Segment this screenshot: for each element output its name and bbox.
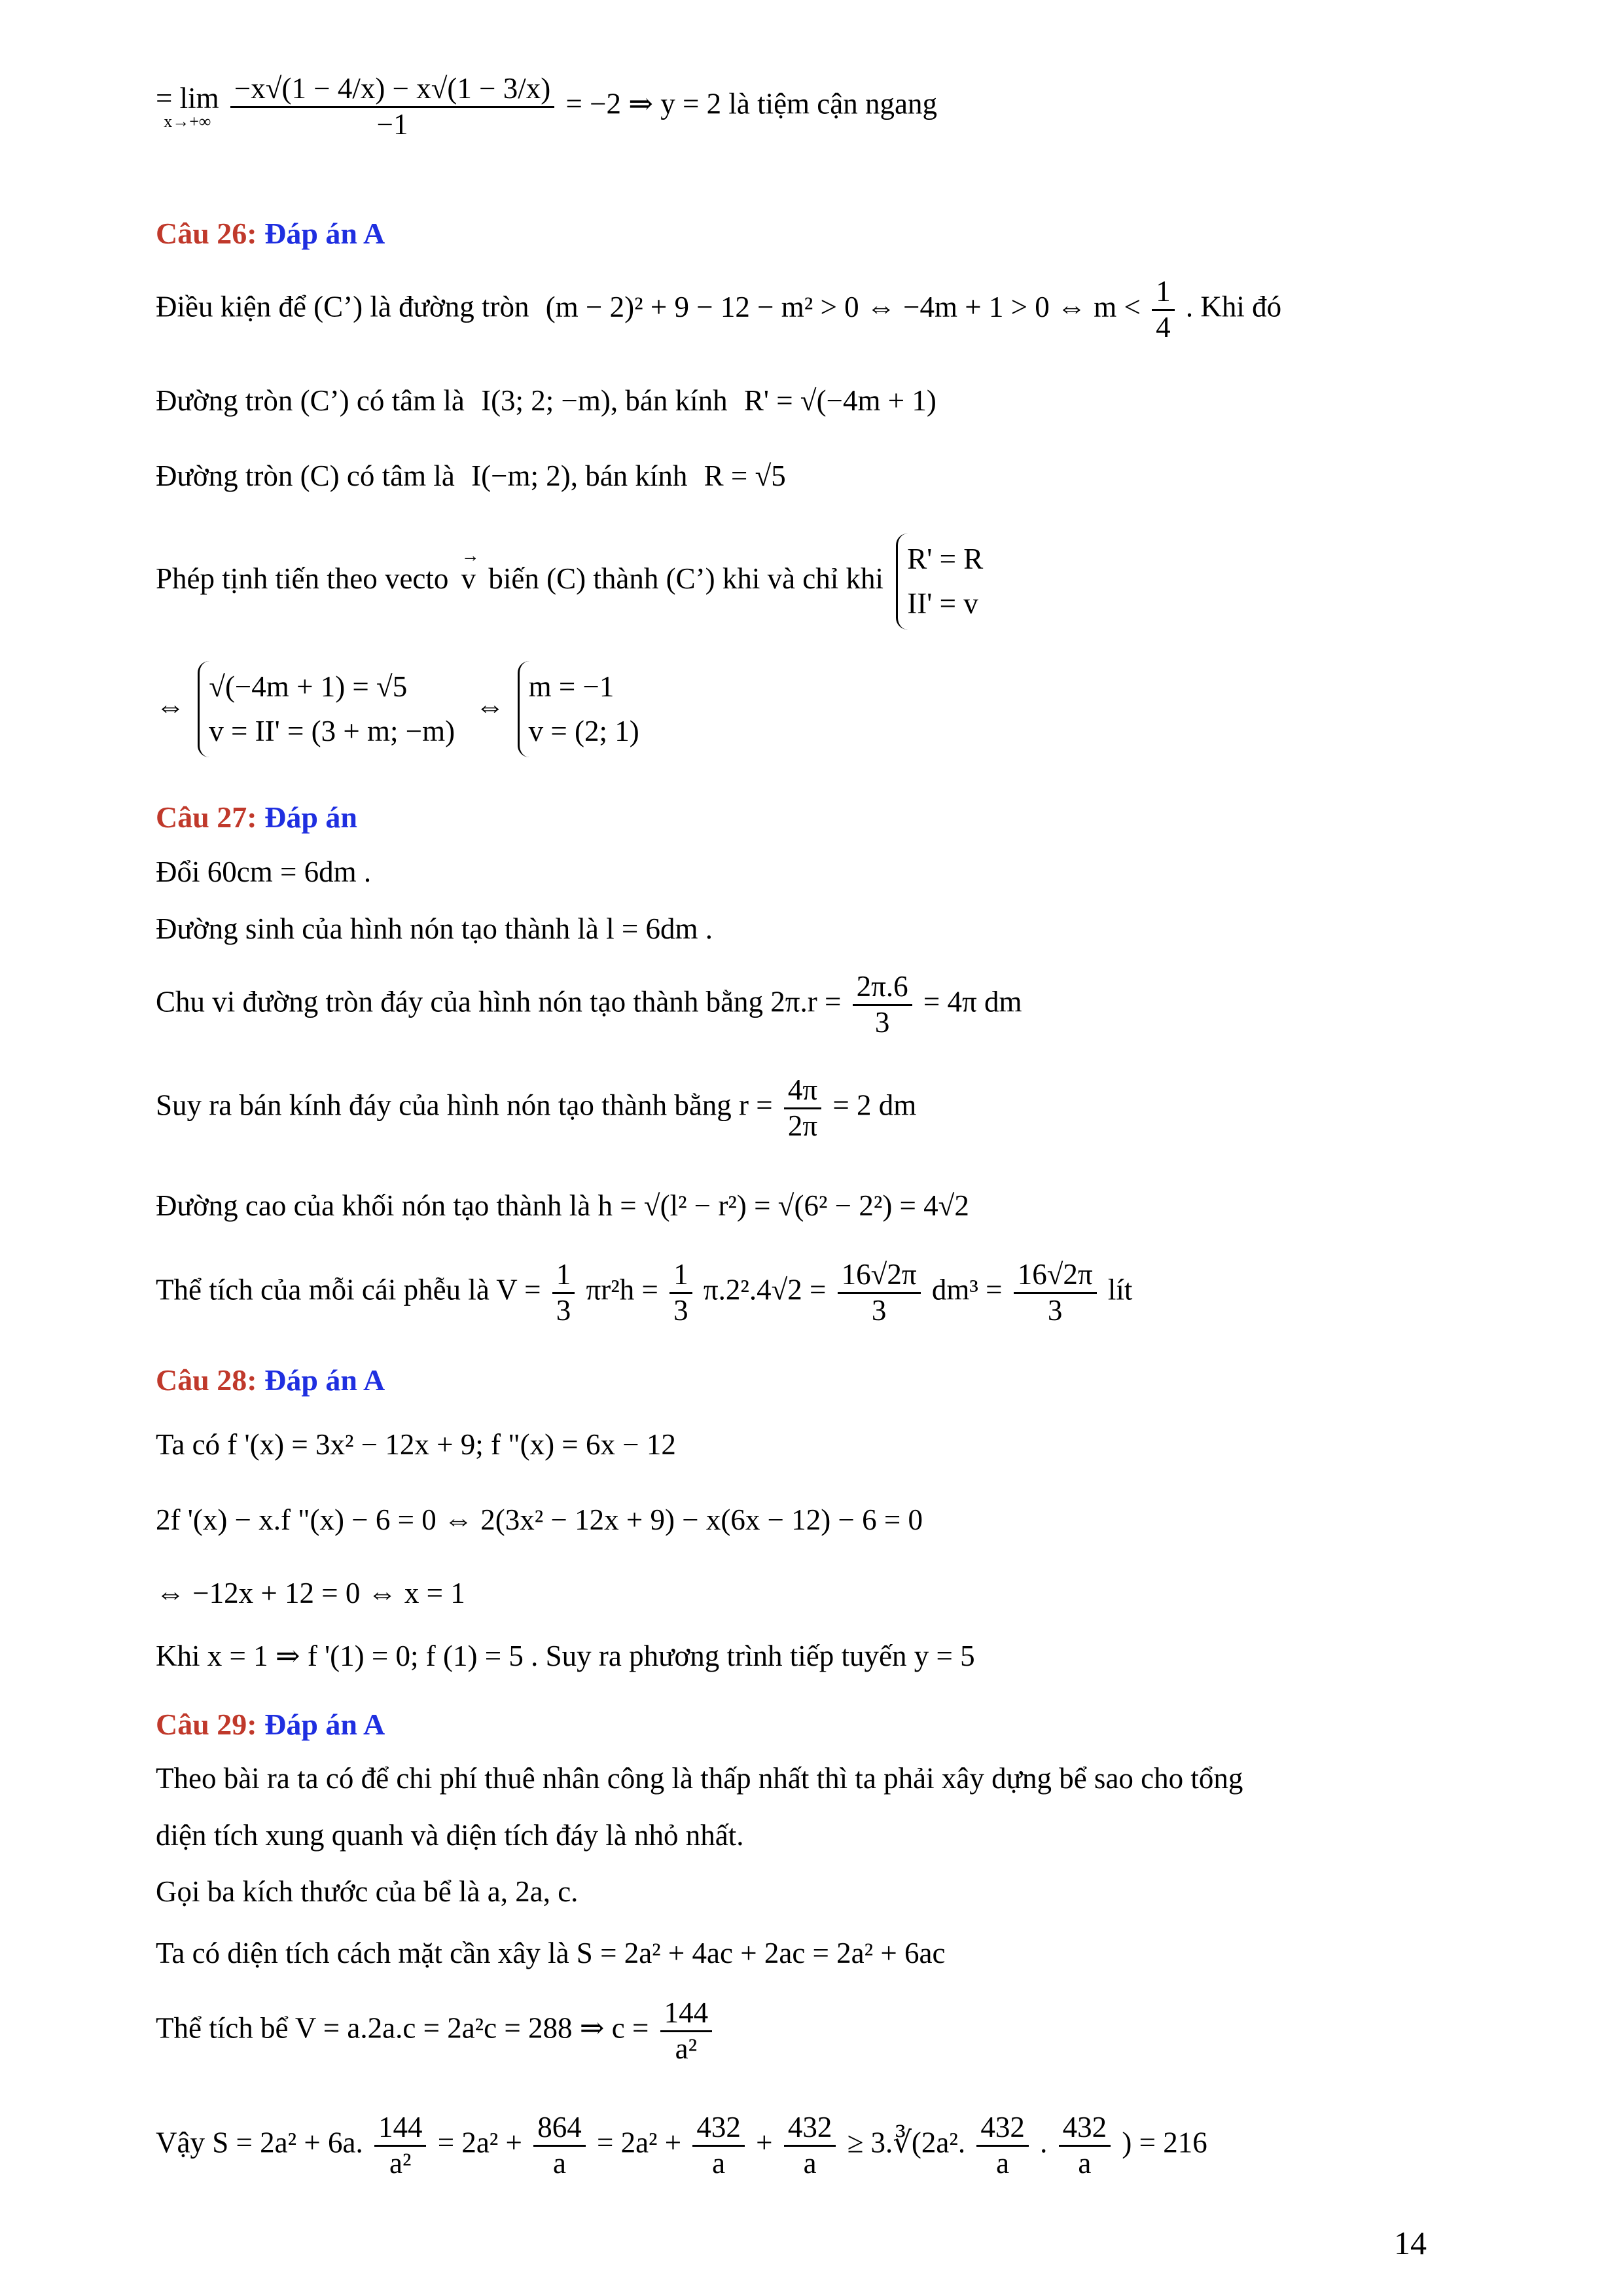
q29-l6-m4: ≥ 3.∛(2a².	[847, 2126, 966, 2159]
q27-l4-tail: = 2 dm	[832, 1088, 917, 1122]
limit-operator	[156, 81, 219, 131]
q27-number: Câu 27:	[156, 800, 257, 834]
q29-l6-frac-1	[374, 2111, 427, 2181]
frac-bottom: a	[996, 2146, 1010, 2179]
q27-l3-text: Chu vi đường tròn đáy của hình nón tạo thành bằng 2π.r =	[156, 985, 842, 1018]
q26-l3-center: I(−m; 2)	[471, 459, 571, 492]
q27-l6-frac-2	[669, 1258, 692, 1328]
q26-answer: Đáp án A	[264, 217, 385, 250]
q27-l6-frac-3	[838, 1258, 921, 1328]
frac-top: 432	[1059, 2111, 1111, 2147]
q29-l5-fraction	[660, 1996, 713, 2066]
q26-l1-text: Điều kiện để (C’) là đường tròn	[156, 290, 529, 323]
frac-top: 4π	[784, 1073, 821, 1109]
q26-l3-mid: , bán kính	[570, 459, 688, 492]
q26-l4-text-a: Phép tịnh tiến theo vecto	[156, 562, 449, 595]
q29-line-3: Gọi ba kích thước của bể là a, 2a, c.	[156, 1875, 579, 1908]
q29-line-4: Ta có diện tích cách mặt cần xây là S = 2a² + 4ac + 2ac = 2a² + 6ac	[156, 1937, 946, 1969]
limit-result: = −2 ⇒ y = 2 là tiệm cận ngang	[565, 87, 937, 120]
q27-line-1: Đổi 60cm = 6dm .	[156, 855, 372, 888]
q29-l6-frac-3	[692, 2111, 745, 2181]
q28-line-1: Ta có f '(x) = 3x² − 12x + 9; f "(x) = 6x − 12	[156, 1428, 676, 1461]
q26-line-3	[156, 461, 786, 491]
q26-l1-math: (m − 2)² + 9 − 12 − m² > 0 ⇔ −4m + 1 > 0 ⇔ m <	[545, 290, 1141, 323]
q29-line-1: Theo bài ra ta có để chi phí thuê nhân công là thấp nhất thì ta phải xây dựng bể sao cho tổng	[156, 1762, 1243, 1795]
frac-top: 2π.6	[853, 970, 912, 1006]
q26-l5-sysA-row-1: √(−4m + 1) = √5	[209, 670, 408, 703]
q27-l3-fraction	[853, 970, 912, 1040]
frac-top: 144	[660, 1996, 713, 2032]
q29-l5-text: Thể tích bể V = a.2a.c = 2a²c = 288 ⇒ c =	[156, 2011, 649, 2045]
frac-top: 16√2π	[1014, 1258, 1097, 1294]
frac-bottom: 3	[874, 1005, 890, 1039]
q29-number: Câu 29:	[156, 1708, 257, 1741]
q27-line-2: Đường sinh của hình nón tạo thành là l = 6dm .	[156, 912, 713, 945]
q26-line-1	[156, 275, 1281, 345]
frac-top: 432	[784, 2111, 836, 2147]
q26-l2-mid: , bán kính	[610, 384, 728, 417]
q27-l6-frac-4	[1014, 1258, 1097, 1328]
q29-l6-m5: .	[1040, 2126, 1048, 2159]
q26-l1-fraction	[1152, 275, 1175, 345]
q29-l6-m2: = 2a² +	[596, 2126, 682, 2159]
q26-l3-radius: R = √5	[704, 459, 786, 492]
q26-number: Câu 26:	[156, 217, 257, 250]
q27-l3-tail: = 4π dm	[923, 985, 1022, 1018]
q26-l5-sysB-row-2: v = (2; 1)	[528, 714, 639, 747]
q26-l4-vector-v: → v	[461, 564, 476, 594]
q27-heading	[156, 800, 357, 834]
q29-l6-m1: = 2a² +	[437, 2126, 522, 2159]
q28-line-3: ⇔ −12x + 12 = 0 ⇔ x = 1	[156, 1577, 465, 1609]
q26-l5-equiv-2: ⇔	[475, 689, 505, 723]
frac-bottom: a	[552, 2146, 566, 2179]
q26-line-4	[156, 533, 983, 630]
frac-bottom: a	[1078, 2146, 1092, 2179]
limit-fraction	[230, 72, 554, 142]
q28-line-4: Khi x = 1 ⇒ f '(1) = 0; f (1) = 5 . Suy ra phương trình tiếp tuyến y = 5	[156, 1640, 975, 1672]
q29-heading	[156, 1707, 385, 1742]
frac-top: 1	[1152, 275, 1175, 311]
frac-bottom: a	[803, 2146, 817, 2179]
q27-l6-text: Thể tích của mỗi cái phễu là V =	[156, 1273, 541, 1306]
q29-l6-frac-2	[533, 2111, 586, 2181]
q26-l4-system	[896, 533, 983, 630]
frac-top: 432	[976, 2111, 1029, 2147]
q29-l6-tail: ) = 216	[1122, 2126, 1207, 2159]
q28-heading	[156, 1363, 385, 1397]
frac-top: 1	[552, 1258, 575, 1294]
lim-prefix: = lim	[156, 81, 219, 115]
q26-l5-equiv: ⇔	[156, 689, 185, 723]
limit-numerator: −x√(1 − 4/x) − x√(1 − 3/x)	[230, 72, 554, 108]
q28-answer: Đáp án A	[264, 1363, 385, 1397]
frac-bottom: 3	[673, 1293, 688, 1327]
q26-l5-system-b	[518, 661, 639, 757]
q29-line-2: diện tích xung quanh và diện tích đáy là nhỏ nhất.	[156, 1819, 744, 1852]
q29-l6-frac-6	[1059, 2111, 1111, 2181]
q27-l4-text: Suy ra bán kính đáy của hình nón tạo thành bằng r =	[156, 1088, 773, 1122]
q29-line-6	[156, 2111, 1207, 2181]
q27-answer: Đáp án	[264, 800, 358, 834]
frac-top: 432	[692, 2111, 745, 2147]
frac-top: 16√2π	[838, 1258, 921, 1294]
q26-heading	[156, 216, 385, 251]
q27-l6-mid-1: πr²h =	[586, 1273, 658, 1306]
q29-l6-text: Vậy S = 2a² + 6a.	[156, 2126, 363, 2159]
frac-top: 864	[533, 2111, 586, 2147]
q29-l6-frac-4	[784, 2111, 836, 2181]
q27-l6-frac-1	[552, 1258, 575, 1328]
q27-l4-fraction	[784, 1073, 821, 1143]
q26-l5-sysB-row-1: m = −1	[528, 670, 615, 703]
q26-line-2	[156, 386, 936, 416]
limit-denominator: −1	[376, 107, 408, 141]
frac-bottom: a²	[389, 2146, 412, 2179]
frac-bottom: a	[712, 2146, 726, 2179]
intro-limit-line	[156, 72, 937, 142]
frac-top: 144	[374, 2111, 427, 2147]
q26-l5-sysA-row-2: v = II' = (3 + m; −m)	[209, 714, 455, 747]
q28-number: Câu 28:	[156, 1363, 257, 1397]
q28-line-2: 2f '(x) − x.f "(x) − 6 = 0 ⇔ 2(3x² − 12x + 9) − x(6x − 12) − 6 = 0	[156, 1503, 923, 1536]
q26-l2-text: Đường tròn (C’) có tâm là	[156, 384, 465, 417]
q27-l6-mid-3: dm³ =	[931, 1273, 1003, 1306]
q27-line-5: Đường cao của khối nón tạo thành là h = √(l² − r²) = √(6² − 2²) = 4√2	[156, 1189, 969, 1222]
frac-bottom: a²	[675, 2032, 698, 2065]
q29-l6-m3: +	[756, 2126, 773, 2159]
q27-line-6	[156, 1258, 1132, 1328]
q26-l4-sys-row-1: R' = R	[907, 543, 984, 575]
q26-l1-tail: . Khi đó	[1185, 290, 1282, 323]
q26-l2-center: I(3; 2; −m)	[481, 384, 611, 417]
q26-l5-system-a	[198, 661, 455, 757]
q29-line-5	[156, 1996, 716, 2066]
q26-l2-radius: R' = √(−4m + 1)	[743, 384, 936, 417]
page-number: 14	[1394, 2225, 1427, 2261]
q26-l4-sys-row-2: II' = v	[907, 586, 978, 620]
frac-top: 1	[669, 1258, 692, 1294]
frac-bottom: 3	[556, 1293, 571, 1327]
q27-l6-tail: lít	[1107, 1273, 1133, 1306]
q26-l4-text-b: biến (C) thành (C’) khi và chỉ khi	[488, 562, 884, 595]
q29-answer: Đáp án A	[264, 1708, 385, 1741]
q27-line-4	[156, 1073, 916, 1143]
frac-bottom: 2π	[787, 1109, 818, 1142]
q27-l6-mid-2: π.2².4√2 =	[703, 1273, 827, 1306]
q29-l6-frac-5	[976, 2111, 1029, 2181]
q26-line-5	[156, 661, 639, 757]
frac-bottom: 3	[871, 1293, 887, 1327]
q27-line-3	[156, 970, 1022, 1040]
q26-l3-text: Đường tròn (C) có tâm là	[156, 459, 455, 492]
frac-bottom: 4	[1156, 310, 1171, 344]
lim-subscript: x→+∞	[164, 111, 211, 131]
frac-bottom: 3	[1047, 1293, 1063, 1327]
